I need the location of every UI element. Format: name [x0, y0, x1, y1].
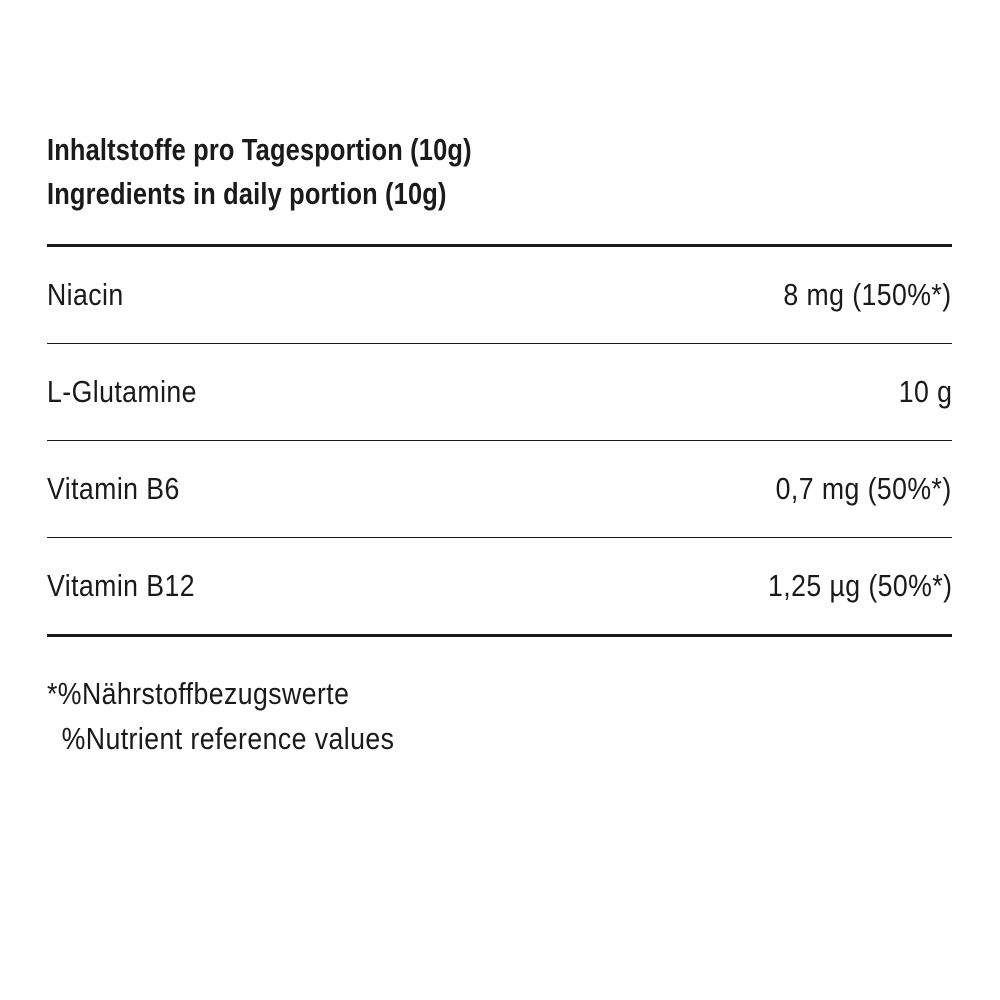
ingredient-table	[47, 247, 952, 634]
table-row	[47, 344, 952, 440]
table-heading	[47, 128, 952, 228]
heading-german: Inhaltstoffe pro Tagesportion (10g)	[47, 132, 472, 167]
table-row	[47, 247, 952, 343]
ingredient-name: Niacin	[47, 277, 124, 312]
table-row	[47, 538, 952, 634]
ingredient-amount: 10 g	[898, 374, 952, 409]
ingredient-amount: 1,25 µg (50%*)	[767, 568, 952, 603]
ingredient-name: L-Glutamine	[47, 374, 197, 409]
ingredient-amount: 0,7 mg (50%*)	[776, 471, 952, 506]
footnote-german: *%Nährstoffbezugswerte	[47, 676, 350, 711]
heading-english: Ingredients in daily portion (10g)	[47, 176, 447, 211]
table-row	[47, 441, 952, 537]
footnote	[47, 671, 825, 761]
ingredient-name: Vitamin B6	[47, 471, 180, 506]
nutrition-panel	[47, 128, 952, 761]
ingredient-name: Vitamin B12	[47, 568, 196, 603]
bottom-divider	[47, 634, 952, 637]
ingredient-amount: 8 mg (150%*)	[783, 277, 952, 312]
footnote-english: %Nutrient reference values	[61, 721, 395, 756]
